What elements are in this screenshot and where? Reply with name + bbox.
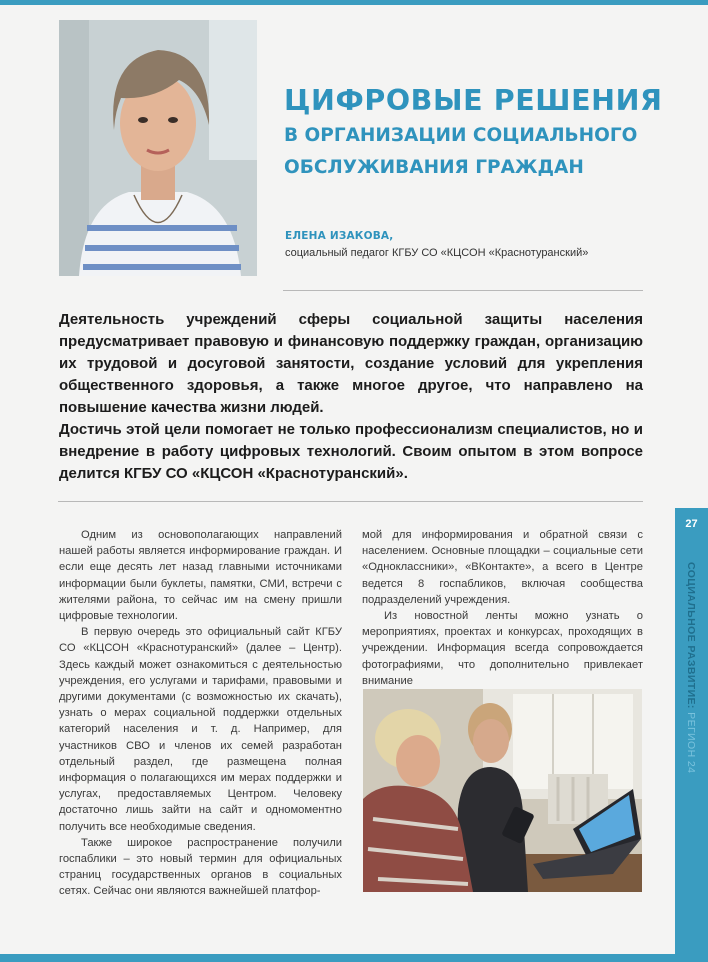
body-paragraph: Из новостной ленты можно узнать о мероприятиях, проектах и конкурсах, проходящих в учреждении. Информация всегда сопровождается фотографиями, что дополнительно привлекает внимание (362, 610, 643, 687)
lead-paragraph-2: Достичь этой цели помогает не только профессионализм специалистов, но и внедрение в работу цифровых технологий. Своим опытом в этом вопросе делится КГБУ СО «КЦСОН «Краснотуранский». (59, 421, 643, 482)
computer-class-photo (363, 689, 642, 892)
author-name: ЕЛЕНА ИЗАКОВА, (285, 230, 394, 242)
top-accent-rule (0, 0, 708, 5)
body-column-2 (362, 527, 643, 689)
page-number: 27 (685, 518, 698, 530)
magazine-name-main: СОЦИАЛЬНОЕ РАЗВИТИЕ: (685, 562, 697, 709)
magazine-name (685, 562, 697, 773)
body-column-1 (59, 527, 342, 900)
title-line-2: В ОРГАНИЗАЦИИ СОЦИАЛЬНОГО (284, 125, 638, 146)
body-paragraph: В первую очередь это официальный сайт КГБУ СО «КЦСОН «Краснотуранский» (далее – Центр). Здесь каждый может ознакомиться с деятельностью учреждения, его услугами и тарифами, правовыми и другими документами (с возможностью их скачать), узнать о мерах социальной поддержки отдельных категорий населения и т. д. Например, для участников СВО и членов их семей разработан отдельный раздел, где размещена полная информация о полагающихся им мерах поддержки и услугах, предоставляемых Центром. Человеку достаточно лишь зайти на сайт и одномоментно получить все необходимые сведения. (59, 626, 342, 833)
bottom-accent-rule (0, 954, 708, 962)
title-line-1: ЦИФРОВЫЕ РЕШЕНИЯ (284, 84, 663, 117)
lead-paragraph (59, 309, 643, 485)
magazine-name-region: РЕГИОН 24 (685, 708, 697, 774)
lead-paragraph-1: Деятельность учреждений сферы социальной защиты населения предусматривает правовую и финансовую поддержку граждан, организацию их трудовой и досуговой занятости, создание условий для укрепления общественного здоровья, а также многое другое, что направлено на повышение качества жизни людей. (59, 311, 643, 416)
title-line-3: ОБСЛУЖИВАНИЯ ГРАЖДАН (284, 157, 584, 178)
body-paragraph: Одним из основополагающих направлений нашей работы является информирование граждан. И если еще десять лет назад главными источниками информации были буклеты, памятки, СМИ, встречи с жителями района, то сейчас им на смену пришли цифровые технологии. (59, 529, 342, 623)
author-portrait (59, 20, 257, 276)
body-paragraph: мой для информирования и обратной связи с населением. Основные площадки – социальные сети «Одноклассники», «ВКонтакте», а всего в Центре ведется 8 госпабликов, включая сообщества подразделений учреждения. (362, 529, 643, 606)
divider-top (283, 290, 643, 291)
article-title (284, 84, 664, 184)
divider-bottom (58, 501, 643, 502)
body-paragraph: Также широкое распространение получили госпаблики – это новый термин для официальных страниц государственных органов в социальных сетях. Сейчас они являются важнейшей платфор- (59, 836, 342, 898)
author-role: социальный педагог КГБУ СО «КЦСОН «Краснотуранский» (285, 247, 589, 259)
